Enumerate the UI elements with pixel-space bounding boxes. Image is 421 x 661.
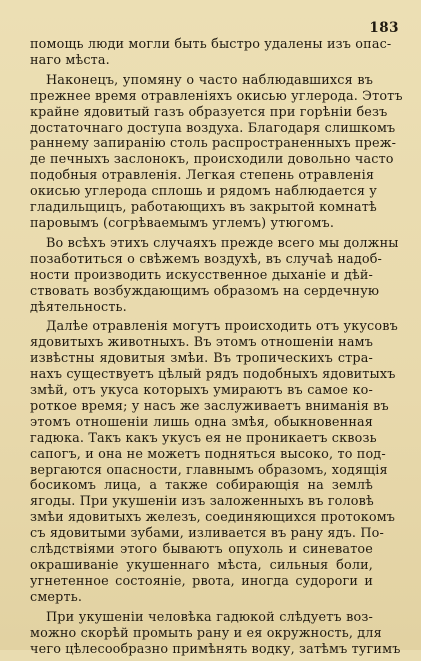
text-line: извѣстны ядовитыя змѣи. Въ тропическихъ стра- bbox=[30, 351, 373, 367]
paragraph bbox=[30, 235, 399, 316]
text-line: Наконецъ, упомяну о часто наблюдавшихся въ bbox=[46, 72, 373, 88]
text-line: съ ядовитыми зубами, изливается въ рану ядъ. По- bbox=[30, 526, 384, 542]
page-number: 183 bbox=[369, 20, 399, 36]
text-line: слѣдствіями этого бываютъ опухоль и синеватое bbox=[30, 542, 373, 558]
text-line: чего цѣлесообразно примѣнять водку, затѣмъ тугимъ bbox=[30, 641, 401, 657]
text-line: нахъ существуетъ цѣлый рядъ подобныхъ ядовитыхъ bbox=[30, 367, 396, 383]
paragraph bbox=[30, 609, 401, 658]
text-line: наго мѣста. bbox=[30, 52, 110, 68]
text-line: де печныхъ заслонокъ, происходили довольно часто bbox=[30, 152, 394, 168]
text-line: ности производить искусственное дыханіе и дѣй- bbox=[30, 267, 373, 283]
paragraph bbox=[30, 37, 392, 69]
text-line: подобныя отравленія. Легкая степень отравленія bbox=[30, 168, 375, 184]
text-line: позаботиться о свѣжемъ воздухѣ, въ случаѣ надоб- bbox=[30, 251, 383, 267]
text-line: змѣй, отъ укуса которыхъ умираютъ въ самое ко- bbox=[30, 383, 373, 399]
text-line: сапогъ, и она не можетъ подняться высоко, то под- bbox=[30, 446, 386, 462]
text-line: ствовать возбуждающимъ образомъ на сердечную bbox=[30, 283, 380, 299]
text-line: достаточнаго доступа воздуха. Благодаря слишкомъ bbox=[30, 120, 396, 136]
text-line: гадюка. Такъ какъ укусъ ея не проникаетъ сквозь bbox=[30, 430, 377, 446]
text-line: прежнее время отравленіяхъ окисью углерода. Этотъ bbox=[30, 88, 403, 104]
body-text bbox=[30, 37, 403, 661]
text-line: можно скорѣй промыть рану и ея окружность, для bbox=[30, 625, 382, 641]
text-line: смерть. bbox=[30, 589, 83, 605]
text-line: вергаются опасности, главнымъ образомъ, ходящія bbox=[30, 462, 388, 478]
text-line: дѣятельность. bbox=[30, 299, 127, 315]
text-line: змѣи ядовитыхъ железъ, соединяющихся протокомъ bbox=[30, 510, 396, 526]
text-line: паровымъ (согрѣваемымъ углемъ) утюгомъ. bbox=[30, 215, 335, 231]
paragraph bbox=[30, 72, 403, 232]
text-line: босикомъ лица, а также собирающія на землѣ bbox=[30, 478, 373, 494]
text-line: При укушеніи человѣка гадюкой слѣдуетъ воз- bbox=[46, 609, 373, 625]
text-line: гладильщицъ, работающихъ въ закрытой комнатѣ bbox=[30, 200, 377, 216]
text-line: угнетенное состояніе, рвота, иногда судороги и bbox=[30, 573, 373, 589]
text-line: Далѣе отравленія могутъ происходить отъ укусовъ bbox=[46, 319, 398, 335]
text-line: раннему запиранію столь распространенныхъ преж- bbox=[30, 136, 397, 152]
text-line: роткое время; у насъ же заслуживаетъ вниманія въ bbox=[30, 398, 389, 414]
text-line: окрашиваніе укушеннаго мѣста, сильныя боли, bbox=[30, 558, 373, 573]
paragraph bbox=[30, 319, 398, 605]
text-line: ягоды. При укушеніи изъ заложенныхъ въ головѣ bbox=[30, 494, 374, 510]
text-line: Во всѣхъ этихъ случаяхъ прежде всего мы должны bbox=[46, 235, 399, 251]
text-line: окисью углерода сплошь и рядомъ наблюдается у bbox=[30, 184, 377, 200]
text-line: крайне ядовитый газъ образуется при горѣніи безъ bbox=[30, 104, 388, 120]
text-line: ядовитыхъ животныхъ. Въ этомъ отношеніи намъ bbox=[30, 335, 373, 351]
text-line: этомъ отношеніи лишь одна змѣя, обыкновенная bbox=[30, 414, 373, 430]
text-line: помощь люди могли быть быстро удалены изъ опас- bbox=[30, 37, 392, 52]
